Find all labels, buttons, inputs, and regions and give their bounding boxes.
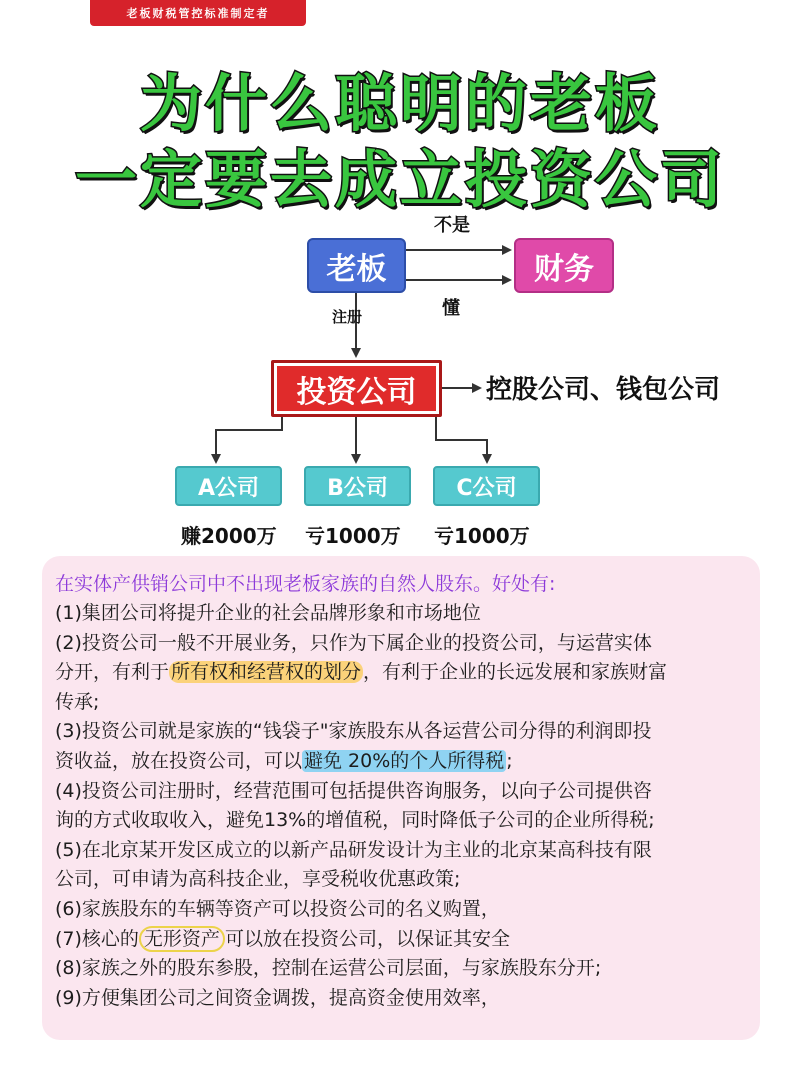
label-register: 注册 — [332, 308, 363, 326]
benefit-line: (6)家族股东的车辆等资产可以投资公司的名义购置， — [55, 897, 500, 920]
text-segment: (7)核心的 — [55, 927, 139, 950]
company-a-node: A公司 — [175, 466, 282, 506]
finance-node: 财务 — [514, 238, 614, 293]
text-segment: 可以放在投资公司，以保证其安全 — [224, 927, 510, 950]
holding-label: 控股公司、钱包公司 — [486, 375, 721, 405]
invest-company-node — [271, 360, 442, 417]
company-a-result: 赚2000万 — [181, 524, 277, 548]
benefit-line: 传承; — [55, 690, 100, 713]
text-segment: ; — [506, 749, 513, 772]
boss-node: 老板 — [307, 238, 406, 293]
benefit-line: 公司，可申请为高科技企业，享受税收优惠政策; — [55, 868, 461, 891]
benefit-line — [55, 925, 748, 955]
circled-intangible-assets: 无形资产 — [139, 926, 225, 952]
text-segment: 分开，有利于 — [55, 661, 170, 684]
company-c-result: 亏1000万 — [434, 524, 530, 548]
benefits-card — [42, 556, 760, 1040]
benefit-line: (5)在北京某开发区成立的以新产品研发设计为主业的北京某高科技有限 — [55, 838, 652, 861]
label-understand: 懂 — [442, 298, 460, 319]
benefit-line: 询的方式收取收入，避免13%的增值税，同时降低子公司的企业所得税; — [55, 809, 655, 832]
benefit-line: (9)方便集团公司之间资金调拨，提高资金使用效率， — [55, 986, 500, 1009]
company-b-node: B公司 — [304, 466, 411, 506]
benefits-title: 在实体产供销公司中不出现老板家族的自然人股东。好处有: — [55, 573, 556, 595]
text-segment: ，有利于企业的长远发展和家族财富 — [363, 661, 668, 684]
highlight-ownership: 所有权和经营权的划分 — [171, 661, 362, 684]
benefit-line: (8)家族之外的股东参股，控制在运营公司层面，与家族股东分开; — [55, 957, 602, 980]
benefit-line: (2)投资公司一般不开展业务，只作为下属企业的投资公司，与运营实体 — [55, 631, 652, 654]
top-tag: 老板财税管控标准制定者 — [90, 0, 306, 26]
benefit-line — [55, 658, 748, 688]
text-segment: 资收益，放在投资公司，可以 — [55, 749, 303, 772]
benefit-line: (3)投资公司就是家族的“钱袋子"家族股东从各运营公司分得的利润即投 — [55, 720, 652, 743]
company-b-result: 亏1000万 — [305, 524, 401, 548]
headline-line-2: 一定要去成立投资公司 — [74, 143, 725, 216]
invest-company-label: 投资公司 — [274, 363, 439, 414]
benefit-line: (4)投资公司注册时，经营范围可包括提供咨询服务，以向子公司提供咨 — [55, 779, 652, 802]
label-not: 不是 — [434, 215, 470, 236]
highlight-tax: 避免 20%的个人所得税 — [304, 749, 505, 772]
benefit-line: (1)集团公司将提升企业的社会品牌形象和市场地位 — [55, 602, 481, 624]
arrow-invest-a — [216, 417, 282, 462]
company-c-node: C公司 — [433, 466, 540, 506]
headline-line-1: 为什么聪明的老板 — [139, 67, 660, 140]
benefit-line — [55, 747, 748, 777]
arrow-invest-c — [436, 417, 487, 462]
